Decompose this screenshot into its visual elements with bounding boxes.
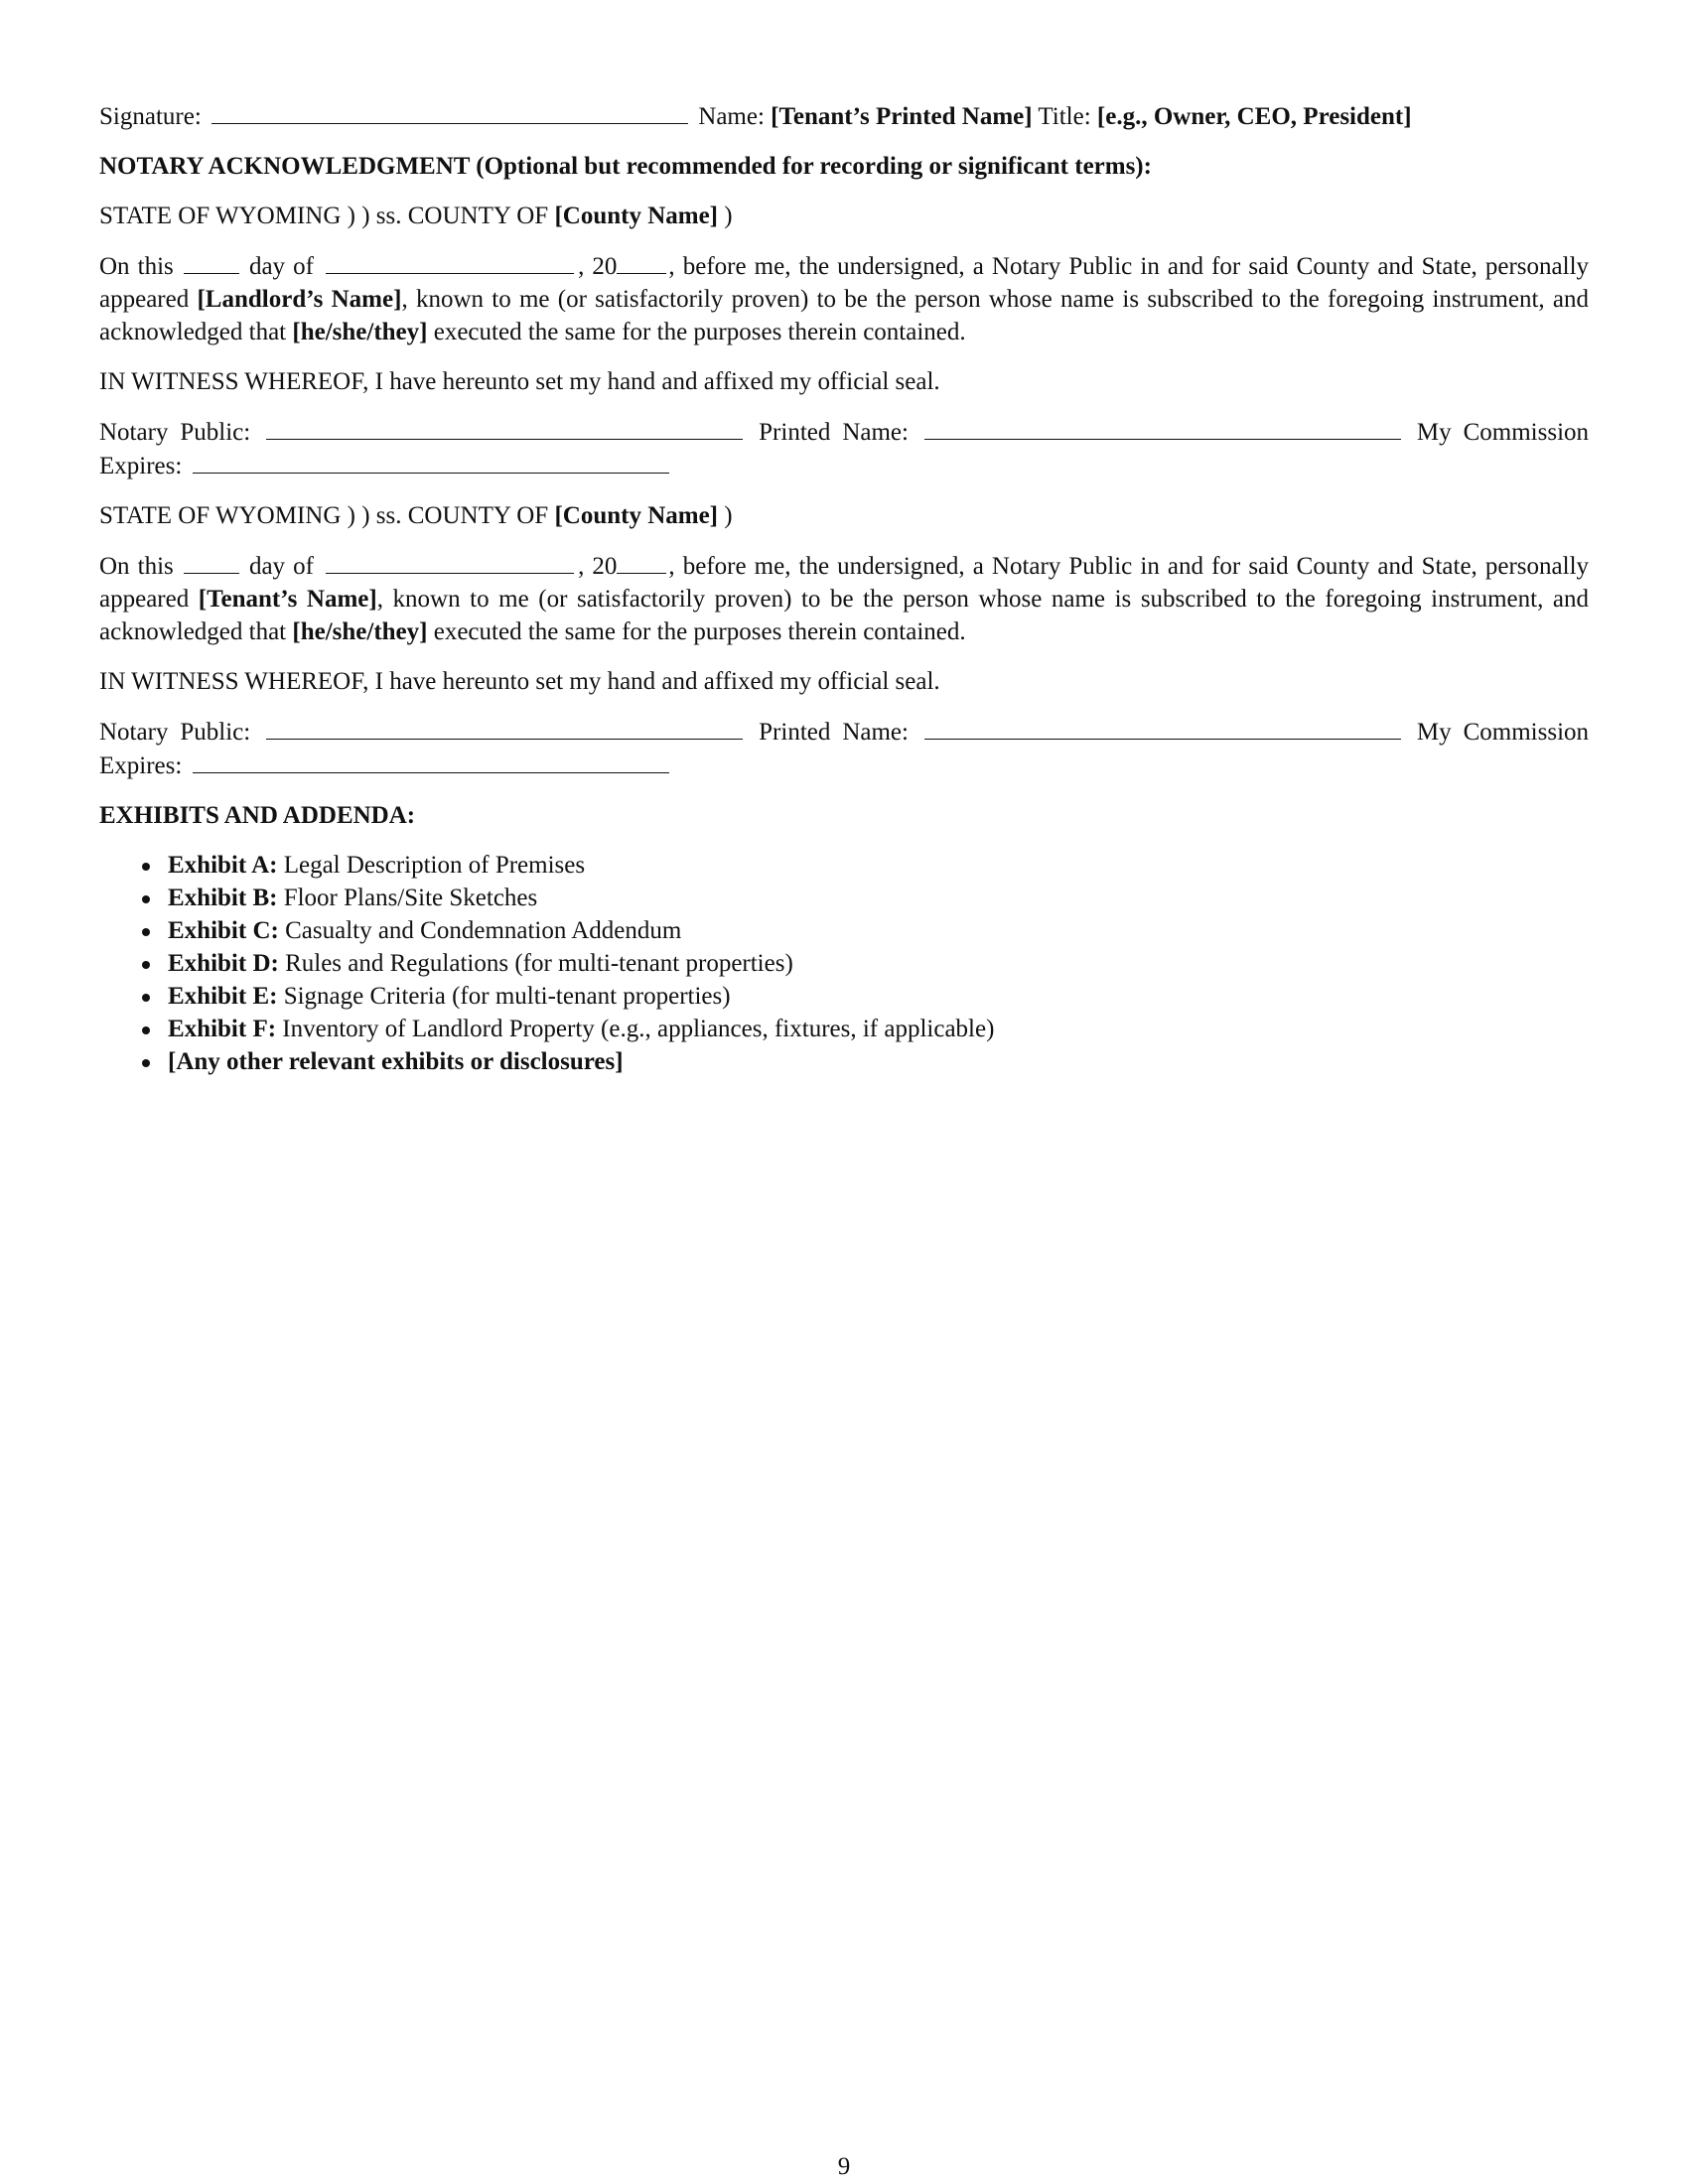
list-item	[168, 1045, 1589, 1078]
acknowledgment-paragraph	[99, 249, 1589, 348]
county-placeholder: [County Name]	[554, 203, 719, 229]
exhibit-description: Casualty and Condemnation Addendum	[285, 917, 682, 944]
venue-suffix: )	[718, 502, 733, 529]
on-this-text: On this	[99, 253, 174, 280]
list-item	[168, 914, 1589, 947]
notary-public-line	[266, 415, 743, 440]
exhibits-list	[99, 849, 1589, 1078]
name-label: Name:	[698, 103, 765, 130]
tenant-signature-block	[99, 99, 1589, 133]
venue-prefix: STATE OF WYOMING ) ) ss. COUNTY OF	[99, 502, 555, 529]
exhibit-description: Floor Plans/Site Sketches	[283, 885, 538, 911]
tenant-printed-name-placeholder: [Tenant’s Printed Name]	[771, 103, 1033, 130]
pronoun-placeholder: [he/she/they]	[292, 319, 428, 345]
signature-label: Signature:	[99, 103, 202, 130]
page-number: 9	[837, 2153, 851, 2180]
exhibit-description: Inventory of Landlord Property (e.g., appliances, fixtures, if applicable)	[282, 1016, 995, 1042]
list-item	[168, 980, 1589, 1013]
notary-signature-block	[99, 715, 1589, 782]
exhibit-label: Exhibit A:	[168, 852, 278, 879]
exhibit-description: Signage Criteria (for multi-tenant properties)	[283, 983, 731, 1010]
exhibit-description: Rules and Regulations (for multi-tenant properties)	[285, 950, 793, 977]
acknowledgment-text: , before me, the undersigned, a Notary Public in and for said County and State, personally appeared	[99, 253, 1590, 313]
commission-expires-label: My Commission Expires:	[99, 719, 1590, 779]
year-blank	[617, 249, 666, 274]
exhibit-description: Legal Description of Premises	[283, 852, 586, 879]
exhibit-label: [Any other relevant exhibits or disclosures]	[168, 1048, 624, 1075]
acknowledgment-text: , known to me (or satisfactorily proven) to be the person whose name is subscribed to the foregoing instrument, and acknowledged that	[99, 586, 1590, 645]
commission-expires-label: My Commission Expires:	[99, 419, 1590, 479]
acknowledgment-text: executed the same for the purposes therein contained.	[427, 319, 966, 345]
commission-expires-line	[193, 749, 669, 773]
notary-public-label: Notary Public:	[99, 419, 251, 446]
printed-name-label: Printed Name:	[759, 719, 909, 746]
day-of-text: day of	[248, 553, 314, 580]
acknowledgment-text: executed the same for the purposes therein contained.	[427, 618, 966, 645]
year-prefix: , 20	[578, 553, 618, 580]
printed-name-line	[924, 715, 1401, 740]
notary-public-line	[266, 715, 743, 740]
exhibit-label: Exhibit D:	[168, 950, 279, 977]
day-blank	[184, 249, 239, 274]
on-this-text: On this	[99, 553, 174, 580]
witness-statement: IN WITNESS WHEREOF, I have hereunto set my hand and affixed my official seal.	[99, 668, 940, 695]
exhibit-label: Exhibit F:	[168, 1016, 277, 1042]
notary-heading: NOTARY ACKNOWLEDGMENT (Optional but recommended for recording or significant terms):	[99, 153, 1152, 180]
year-prefix: , 20	[578, 253, 618, 280]
signature-line	[211, 99, 688, 124]
notary-signature-block	[99, 415, 1589, 482]
exhibit-label: Exhibit E:	[168, 983, 278, 1010]
venue-prefix: STATE OF WYOMING ) ) ss. COUNTY OF	[99, 203, 555, 229]
county-placeholder: [County Name]	[554, 502, 719, 529]
list-item	[168, 947, 1589, 980]
venue-line	[99, 200, 1589, 232]
witness-statement: IN WITNESS WHEREOF, I have hereunto set my hand and affixed my official seal.	[99, 368, 940, 395]
month-blank	[326, 249, 574, 274]
party-name-placeholder: [Landlord’s Name]	[197, 286, 402, 313]
acknowledgment-text: , known to me (or satisfactorily proven) to be the person whose name is subscribed to the foregoing instrument, and acknowledged that	[99, 286, 1590, 345]
month-blank	[326, 549, 574, 574]
year-blank	[617, 549, 666, 574]
title-label: Title:	[1038, 103, 1091, 130]
pronoun-placeholder: [he/she/they]	[292, 618, 428, 645]
day-of-text: day of	[248, 253, 314, 280]
list-item	[168, 849, 1589, 882]
list-item	[168, 882, 1589, 914]
day-blank	[184, 549, 239, 574]
list-item	[168, 1013, 1589, 1045]
commission-expires-line	[193, 449, 669, 474]
party-name-placeholder: [Tenant’s Name]	[198, 586, 377, 613]
exhibit-label: Exhibit B:	[168, 885, 278, 911]
acknowledgment-paragraph	[99, 549, 1589, 648]
exhibit-label: Exhibit C:	[168, 917, 279, 944]
document-page	[99, 99, 1589, 1078]
title-placeholder: [e.g., Owner, CEO, President]	[1096, 103, 1412, 130]
venue-suffix: )	[718, 203, 733, 229]
notary-public-label: Notary Public:	[99, 719, 251, 746]
printed-name-line	[924, 415, 1401, 440]
venue-line	[99, 499, 1589, 532]
printed-name-label: Printed Name:	[759, 419, 909, 446]
exhibits-heading: EXHIBITS AND ADDENDA:	[99, 802, 416, 829]
acknowledgment-text: , before me, the undersigned, a Notary Public in and for said County and State, personally appeared	[99, 553, 1590, 613]
